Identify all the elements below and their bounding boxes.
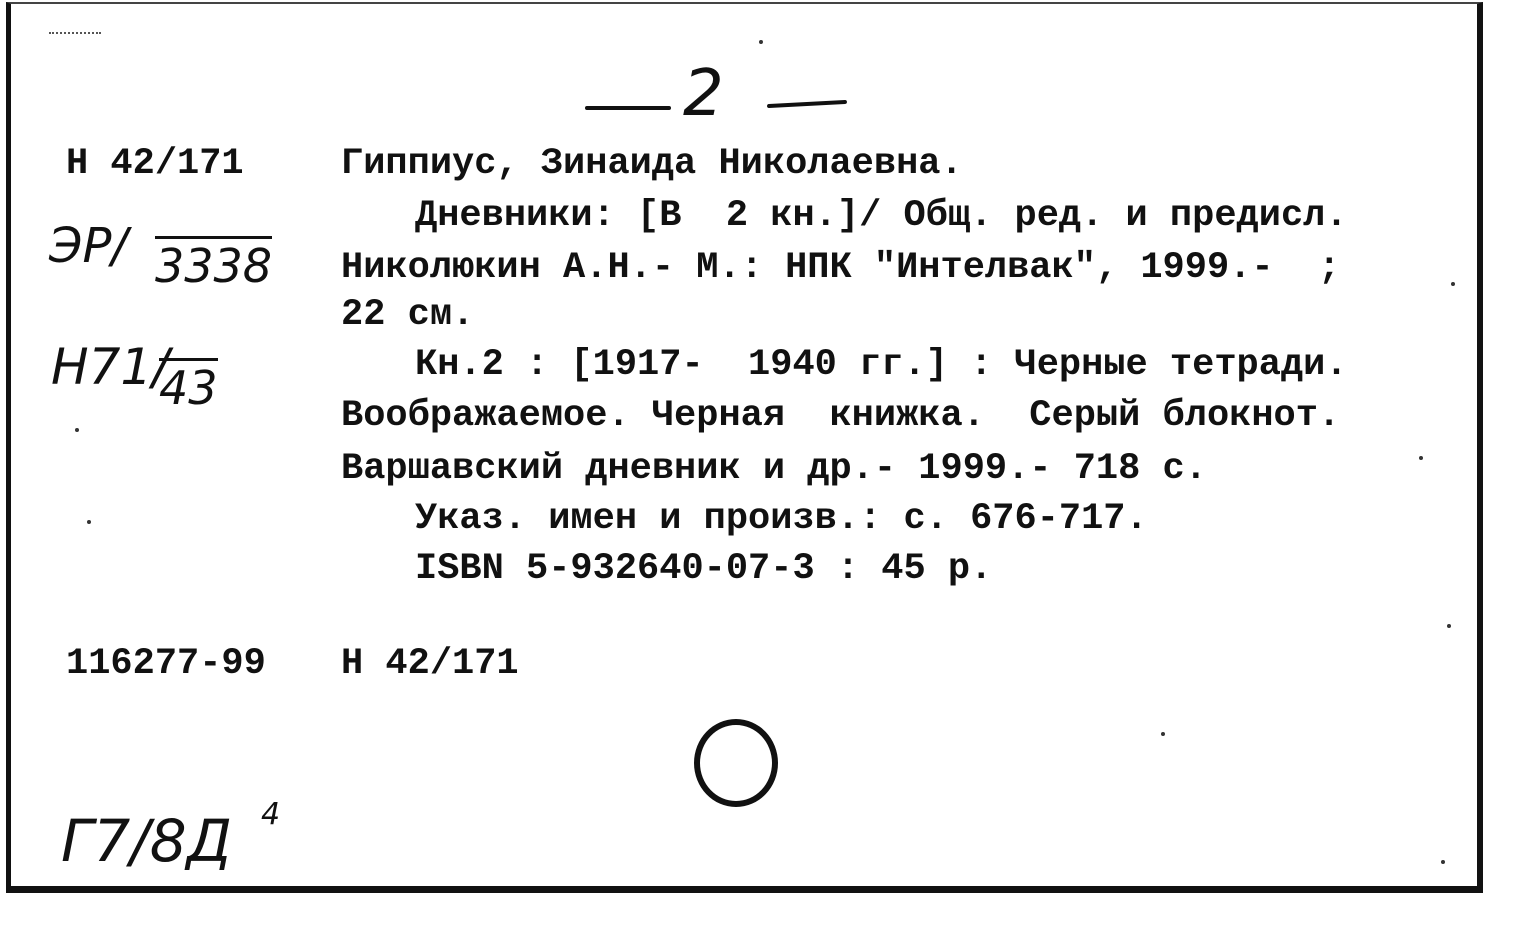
- handwritten-mark-2-prefix: Н71/: [51, 338, 170, 396]
- speck: [1447, 624, 1451, 628]
- speck: [75, 428, 79, 432]
- accession-number: 116277-99: [66, 643, 266, 685]
- handwritten-mark-1-prefix: ЭР/: [49, 218, 128, 274]
- entry-line-title: Дневники: [В 2 кн.]/ Общ. ред. и предисл.: [415, 195, 1348, 237]
- top-left-dots: [49, 32, 101, 36]
- speck: [1419, 456, 1423, 460]
- entry-line-isbn: ISBN 5-932640-07-3 : 45 р.: [415, 548, 993, 590]
- speck: [1161, 732, 1165, 736]
- entry-line-author: Гиппиус, Зинаида Николаевна.: [341, 143, 963, 185]
- handwritten-mark-2-number: 43: [159, 358, 218, 411]
- entry-line-volume: Кн.2 : [1917- 1940 гг.] : Черные тетради.: [415, 344, 1348, 386]
- entry-line-contents-1: Воображаемое. Черная книжка. Серый блокнот.: [341, 395, 1341, 437]
- catalog-card: [6, 2, 1483, 893]
- page-number-dash-right: [767, 100, 847, 108]
- entry-line-size: 22 см.: [341, 294, 475, 336]
- handwritten-mark-1-number: 3338: [155, 236, 272, 289]
- page-number: 2: [683, 57, 724, 131]
- handwritten-bottom-code-main: Г7/8Д: [61, 807, 232, 875]
- entry-line-contents-2: Варшавский дневник и др.- 1999.- 718 с.: [341, 448, 1207, 490]
- speck: [87, 520, 91, 524]
- footer-shelf-mark: Н 42/171: [341, 643, 519, 685]
- shelf-mark: Н 42/171: [66, 143, 244, 185]
- entry-line-index: Указ. имен и произв.: с. 676-717.: [415, 498, 1148, 540]
- punch-hole: [694, 719, 778, 807]
- speck: [1451, 282, 1455, 286]
- handwritten-bottom-code-sup: 4: [261, 797, 281, 832]
- entry-line-publisher: Николюкин А.Н.- М.: НПК "Интелвак", 1999.- ;: [341, 247, 1341, 289]
- speck: [1441, 860, 1445, 864]
- page-number-dash-left: [585, 106, 671, 110]
- speck: [759, 40, 763, 44]
